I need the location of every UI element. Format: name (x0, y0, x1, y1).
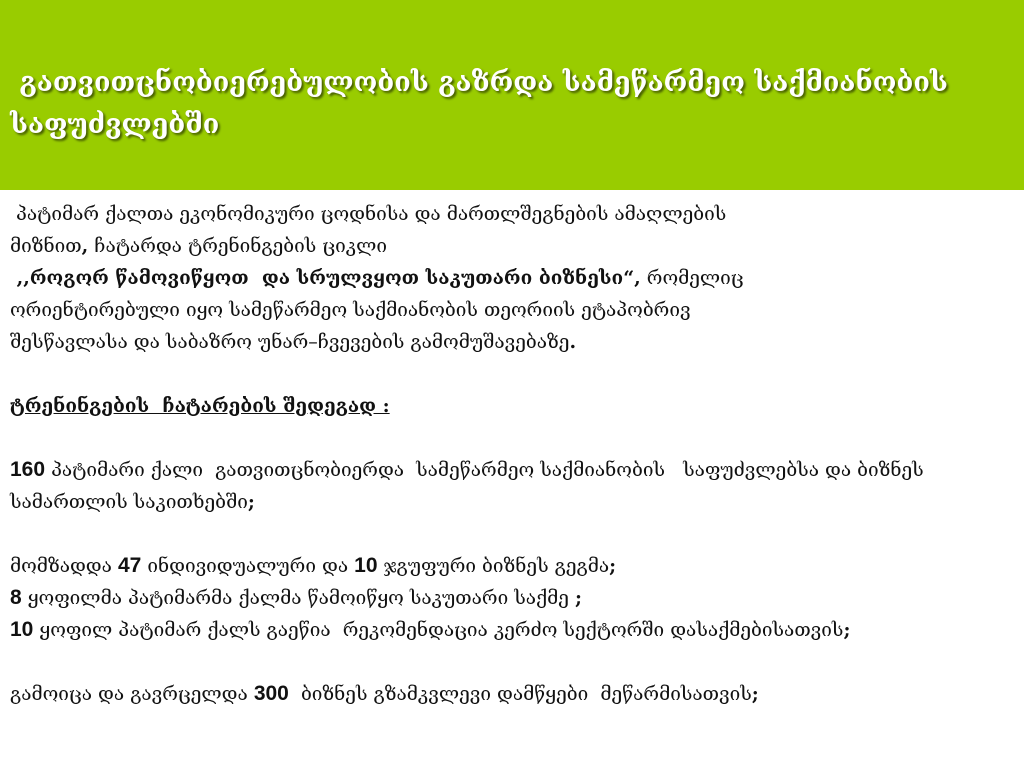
result-item-started-business: 8 ყოფილმა პატიმარმა ქალმა წამოიწყო საკუთარი საქმე ; (10, 586, 583, 609)
result-number: 160 (10, 458, 46, 481)
spacer (10, 358, 1015, 390)
intro-line-4: ორიენტირებული იყო სამეწარმეო საქმიანობის თეორიის ეტაპობრივ (10, 299, 691, 321)
result-number: 8 (10, 586, 22, 609)
spacer (10, 518, 1015, 550)
result-item-women-trained: 160 პატიმარი ქალი გათვითცნობიერდა სამეწარმეო საქმიანობის საფუძვლებსა და ბიზნეს სამართლის საკითხებში; (10, 458, 930, 513)
spacer (10, 422, 1015, 454)
slide-body (10, 198, 1015, 710)
result-item-recommendations: 10 ყოფილ პატიმარ ქალს გაეწია რეკომენდაცია კერძო სექტორში დასაქმებისათვის; (10, 618, 851, 641)
intro-line-1: პატიმარ ქალთა ეკონომიკური ცოდნისა და მართლშეგნების ამაღლების (10, 203, 727, 225)
intro-line-5: შესწავლასა და საბაზრო უნარ–ჩვევების გამომუშავებაზე. (10, 331, 577, 353)
quote-open: ,, (10, 267, 30, 289)
intro-line-3: ,,როგორ წამოვიწყოთ და სრულვყოთ საკუთარი ბიზნესი“, რომელიც (10, 267, 744, 289)
spacer (10, 646, 1015, 678)
result-number: 300 (253, 682, 289, 705)
intro-line-2: მიზნით, ჩატარდა ტრენინგების ციკლი (10, 235, 388, 257)
result-item-business-plans: მომზადდა 47 ინდივიდუალური და 10 ჯგუფური ბიზნეს გეგმა; (10, 554, 617, 577)
slide-title: გათვითცნობიერებულობის გაზრდა სამეწარმეო საქმიანობის საფუძვლებში (10, 67, 958, 140)
training-title: როგორ წამოვიწყოთ და სრულვყოთ საკუთარი ბიზნესი“ (29, 267, 635, 289)
result-number: 10 (354, 554, 378, 577)
result-number: 47 (117, 554, 142, 577)
result-item-guides: გამოიცა და გავრცელდა 300 ბიზნეს გზამკვლევი დამწყები მეწარმისათვის; (10, 682, 759, 705)
results-heading: ტრენინგების ჩატარების შედეგად : (10, 395, 390, 417)
result-number: 10 (10, 618, 34, 641)
title-banner (0, 0, 1024, 190)
